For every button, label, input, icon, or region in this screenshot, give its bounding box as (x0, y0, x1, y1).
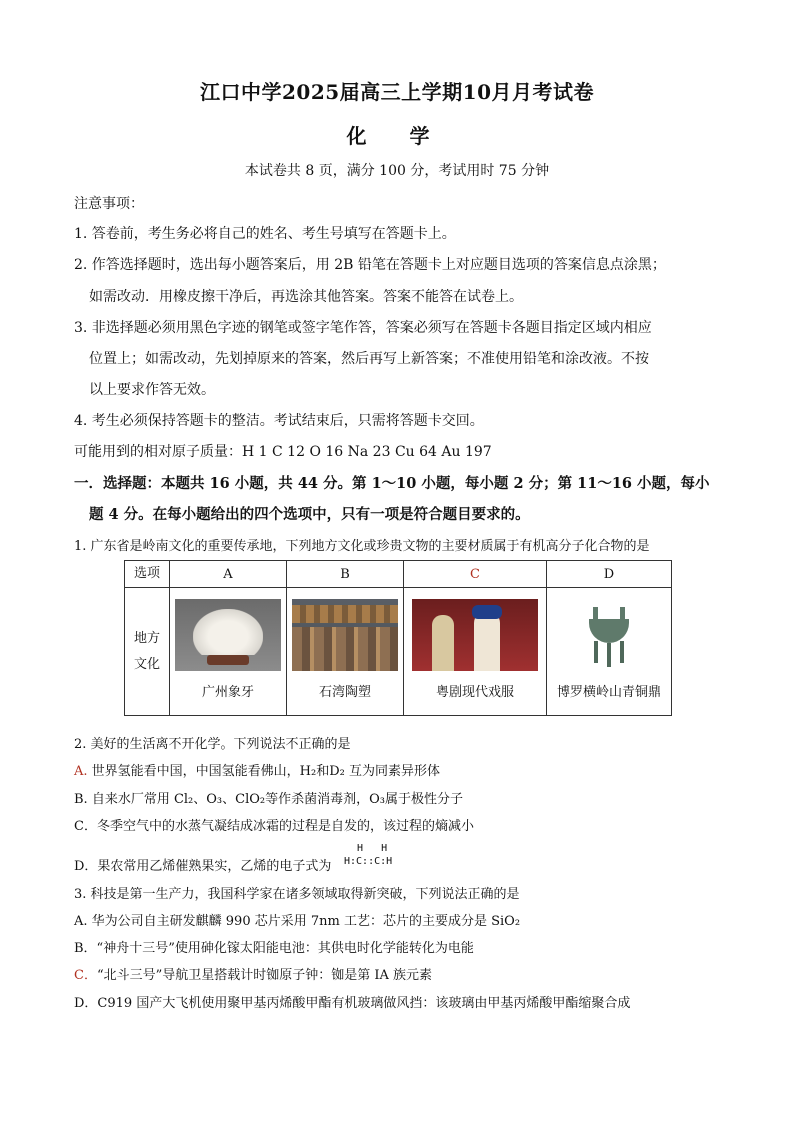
question-2-option-b: B. 自来水厂常用 Cl₂、O₃、ClO₂等作杀菌消毒剂，O₃属于极性分子 (74, 792, 463, 807)
exam-title: 江口中学2025届高三上学期10月月考试卷 (200, 80, 594, 104)
note-3-line1: 3. 非选择题必须用黑色字迹的钢笔或签字笔作答，答案必须写在答题卡各题目指定区域内相应 (74, 320, 652, 336)
option-c-caption: 粤剧现代戏服 (435, 685, 514, 700)
lewis-top-hydrogens: H H (357, 843, 388, 854)
note-3-line2: 位置上；如需改动，先划掉原来的答案，然后再写上新答案；不准使用铅笔和涂改液。不按 (89, 351, 649, 367)
question-3-option-b: B．“神舟十三号”使用砷化镓太阳能电池：其供电时化学能转化为电能 (74, 941, 474, 956)
option-b-cell (287, 588, 404, 716)
option-a-letter: A (170, 561, 287, 588)
pottery-sculpture-image (292, 599, 398, 671)
section-1-heading-line1: 一．选择题：本题共 16 小题，共 44 分。第 1～10 小题，每小题 2 分；第 11～16 小题，每小 (74, 475, 710, 492)
ivory-carving-image (175, 599, 281, 671)
lewis-main-chain: H:C::C:H (344, 856, 393, 867)
question-3-option-c: C．“北斗三号”导航卫星搭载计时铷原子钟：铷是第 IA 族元素 (74, 968, 433, 983)
question-1-stem: 1. 广东省是岭南文化的重要传承地，下列地方文化或珍贵文物的主要材质属于有机高分子化合物的是 (74, 539, 650, 554)
option-d-cell (547, 588, 672, 716)
option-c-letter: C (404, 561, 547, 588)
note-2-line2: 如需改动．用橡皮擦干净后，再选涂其他答案。答案不能答在试卷上。 (89, 289, 523, 305)
option-b-caption: 石湾陶塑 (318, 685, 371, 700)
subject-title: 化 学 (346, 124, 448, 148)
cantonese-opera-costume-image (412, 599, 538, 671)
question-1-options-table (124, 560, 672, 716)
row-label-cell: 地方文化 (125, 588, 170, 716)
option-a-caption: 广州象牙 (201, 685, 254, 700)
note-2-line1: 2. 作答选择题时，选出每小题答案后，用 2B 铅笔在答题卡上对应题目选项的答案信息点涂黑； (74, 257, 666, 273)
option-c-cell (404, 588, 547, 716)
section-1-heading-line2: 题 4 分。在每小题给出的四个选项中，只有一项是符合题目要求的。 (89, 506, 530, 523)
note-1: 1. 答卷前，考生务必将自己的姓名、考生号填写在答题卡上。 (74, 226, 456, 242)
question-3-option-a: A. 华为公司自主研发麒麟 990 芯片采用 7nm 工艺：芯片的主要成分是 SiO₂ (74, 914, 521, 929)
notes-heading: 注意事项： (74, 196, 144, 212)
header-label-cell: 选项 (125, 561, 170, 588)
exam-info: 本试卷共 8 页，满分 100 分，考试用时 75 分钟 (244, 163, 550, 179)
option-d-caption: 博罗横岭山青铜鼎 (556, 685, 661, 700)
question-3-option-d: D．C919 国产大飞机使用聚甲基丙烯酸甲酯有机玻璃做风挡：该玻璃由甲基丙烯酸甲酯缩聚合成 (74, 996, 631, 1011)
atomic-masses: 可能用到的相对原子质量：H 1 C 12 O 16 Na 23 Cu 64 Au 197 (74, 444, 492, 460)
option-d-letter: D (547, 561, 672, 588)
ethylene-electron-formula (344, 843, 414, 873)
bronze-ding-image (556, 599, 662, 671)
note-4: 4. 考生必须保持答题卡的整洁。考试结束后，只需将答题卡交回。 (74, 413, 484, 429)
question-2-option-a: A. 世界氢能看中国，中国氢能看佛山，H₂和D₂ 互为同素异形体 (74, 764, 440, 779)
question-2-stem: 2. 美好的生活离不开化学。下列说法不正确的是 (74, 737, 351, 752)
question-3-stem: 3. 科技是第一生产力，我国科学家在诸多领域取得新突破，下列说法正确的是 (74, 887, 520, 902)
note-3-line3: 以上要求作答无效。 (89, 382, 215, 398)
question-2-option-c: C．冬季空气中的水蒸气凝结成冰霜的过程是自发的，该过程的熵减小 (74, 819, 474, 834)
table-body-row (125, 588, 672, 716)
option-a-cell (170, 588, 287, 716)
option-b-letter: B (287, 561, 404, 588)
table-header-row (125, 561, 672, 588)
question-2-option-d: D．果农常用乙烯催熟果实，乙烯的电子式为 (74, 859, 332, 874)
